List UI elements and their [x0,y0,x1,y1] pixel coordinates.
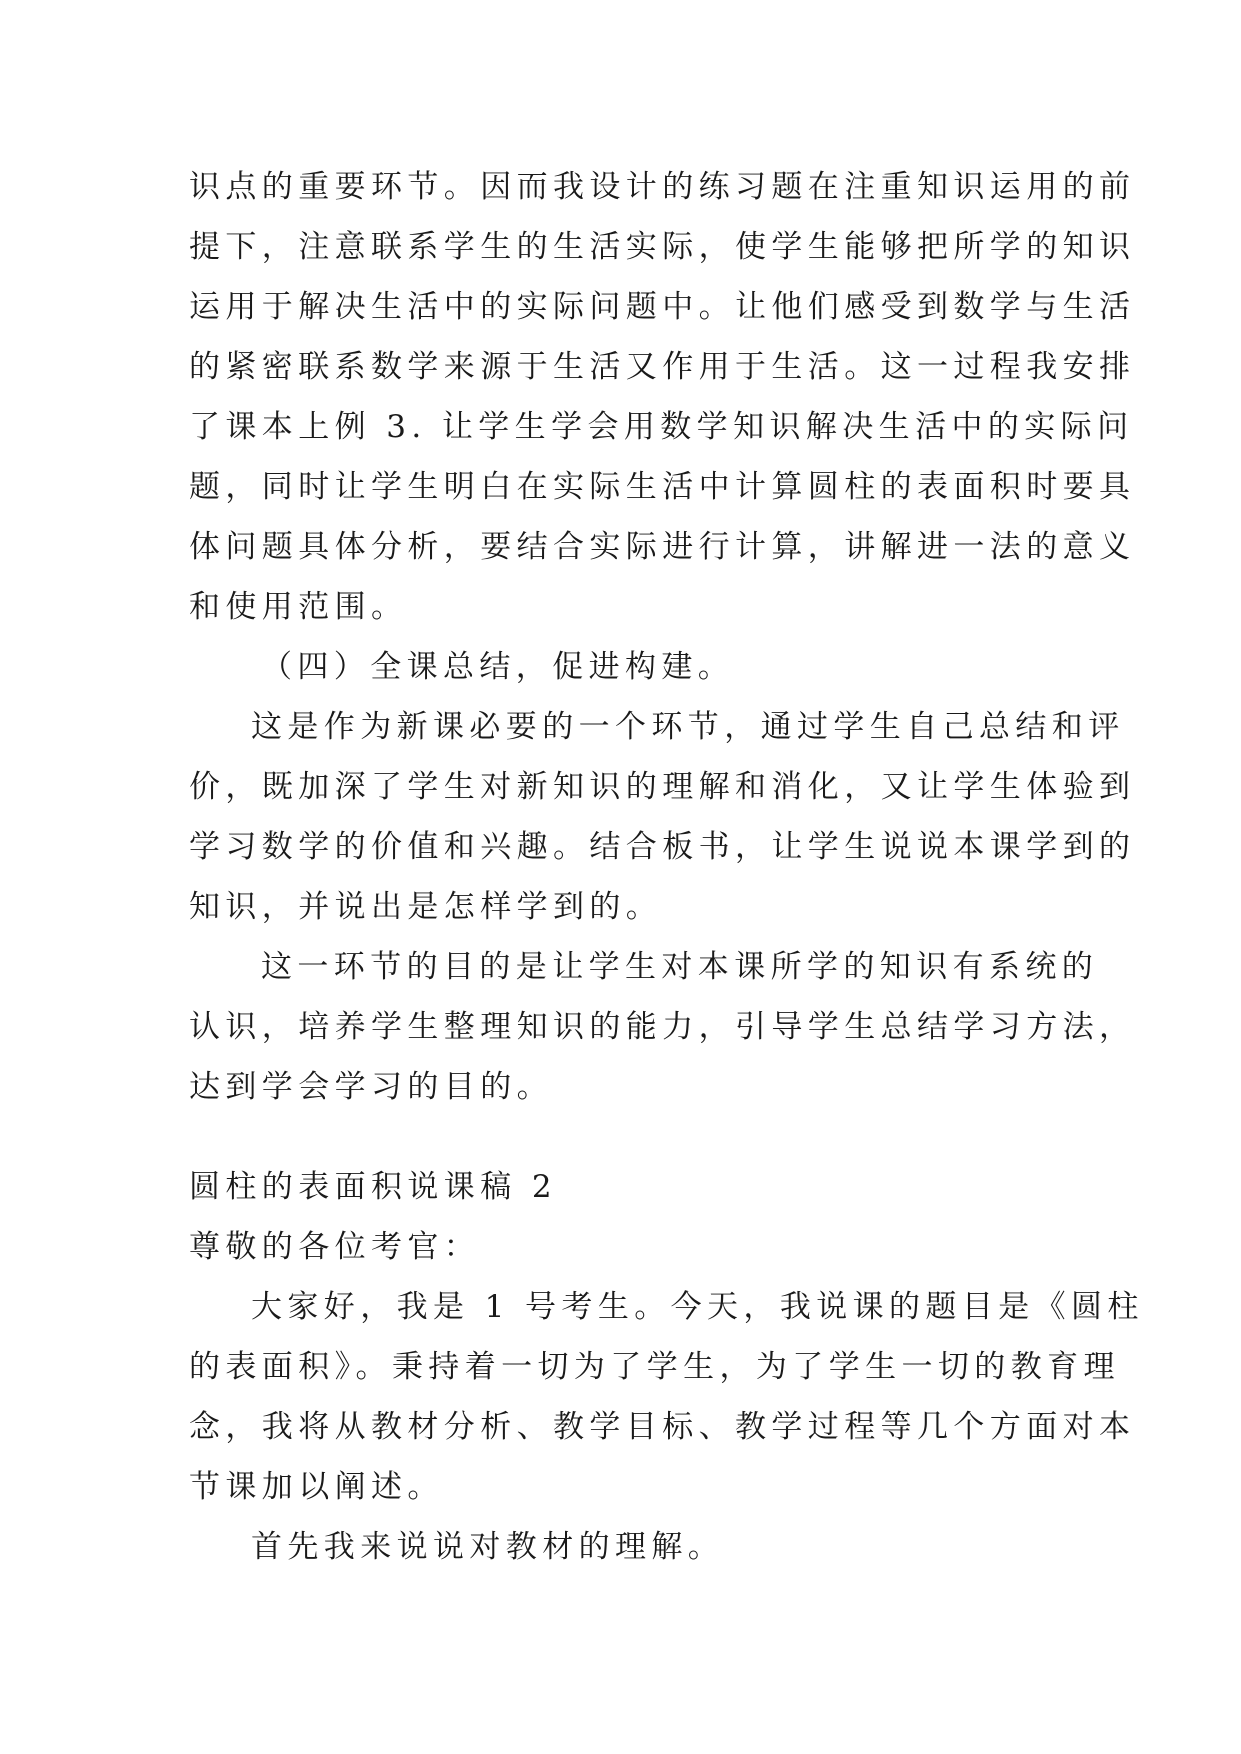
paragraph-line: 这一环节的目的是让学生对本课所学的知识有系统的 [261,949,1099,985]
paragraph-line: 提下，注意联系学生的生活实际，使学生能够把所学的知识 [189,229,1136,265]
paragraph-line: 节课加以阐述。 [189,1469,444,1505]
paragraph-line: 的表面积》。秉持着一切为了学生，为了学生一切的教育理 [189,1349,1120,1385]
document-title: 圆柱的表面积说课稿 2 [189,1169,557,1205]
salutation: 尊敬的各位考官： [189,1229,481,1265]
paragraph-line: 运用于解决生活中的实际问题中。让他们感受到数学与生活 [189,289,1136,325]
paragraph-line: 达到学会学习的目的。 [189,1069,553,1105]
paragraph-line: 念，我将从教材分析、教学目标、教学过程等几个方面对本 [189,1409,1136,1445]
paragraph-line: 价，既加深了学生对新知识的理解和消化，又让学生体验到 [189,769,1136,805]
paragraph-line: 了课本上例 3. 让学生学会用数学知识解决生活中的实际问 [189,409,1134,445]
paragraph-line: 题，同时让学生明白在实际生活中计算圆柱的表面积时要具 [189,469,1136,505]
paragraph-line: 知识，并说出是怎样学到的。 [189,889,663,925]
paragraph-line: 的紧密联系数学来源于生活又作用于生活。这一过程我安排 [189,349,1136,385]
paragraph-line: 这是作为新课必要的一个环节，通过学生自己总结和评 [251,709,1125,745]
paragraph-line: 认识，培养学生整理知识的能力，引导学生总结学习方法， [189,1009,1136,1045]
paragraph-line: 和使用范围。 [189,589,408,625]
section-heading: （四）全课总结，促进构建。 [261,649,735,685]
paragraph-line: 学习数学的价值和兴趣。结合板书，让学生说说本课学到的 [189,829,1136,865]
paragraph-line: 首先我来说说对教材的理解。 [251,1529,725,1565]
paragraph-line: 识点的重要环节。因而我设计的练习题在注重知识运用的前 [189,169,1136,205]
paragraph-line: 大家好，我是 1 号考生。今天，我说课的题目是《圆柱 [251,1289,1144,1325]
paragraph-line: 体问题具体分析，要结合实际进行计算，讲解进一法的意义 [189,529,1136,565]
